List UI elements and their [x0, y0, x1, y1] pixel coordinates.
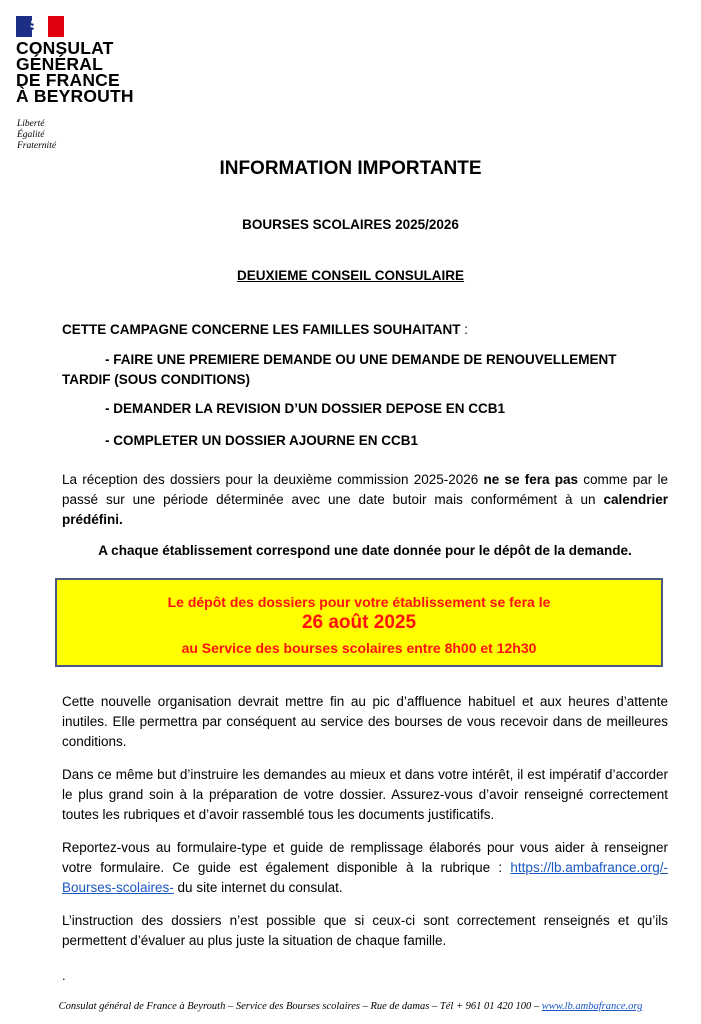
main-heading: INFORMATION IMPORTANTE [219, 158, 482, 179]
campaign-item-1 [62, 350, 668, 390]
org-line: DE FRANCE [16, 70, 120, 90]
marianne-profile-icon [26, 18, 46, 36]
guide-text-before: Reportez-vous au formulaire-type et guide de remplissage élaborés pour vous aider à renseigner votre formulaire. Ce guide est également disponible à la rubrique : [62, 840, 668, 875]
campaign-item-1-line1: - FAIRE UNE PREMIERE DEMANDE OU UNE DEMANDE DE RENOUVELLEMENT [105, 352, 617, 367]
org-line: GÉNÉRAL [16, 54, 103, 74]
deposit-line-1: Le dépôt des dossiers pour votre établissement se fera le [167, 594, 551, 610]
trailing-dot: . [62, 968, 66, 983]
reception-text-1: La réception des dossiers pour la deuxième commission 2025-2026 [62, 472, 484, 487]
footer-text: Consulat général de France à Beyrouth – Service des Bourses scolaires – Rue de damas – Tél + 961 01 420 100 – [58, 1001, 542, 1012]
consulate-name [16, 40, 156, 104]
org-line: CONSULAT [16, 38, 114, 58]
campaign-item-2: - DEMANDER LA REVISION D’UN DOSSIER DEPOSE EN CCB1 [105, 401, 506, 416]
deposit-date: 26 août 2025 [301, 612, 417, 633]
deposit-date-box [55, 578, 663, 667]
reception-text-2: comme par le passé sur une période déterminée avec une date butoir mais conformément à un [62, 472, 669, 507]
establishment-date-note: A chaque établissement correspond une date donnée pour le dépôt de la demande. [98, 543, 632, 558]
guide-text-after: du site internet du consulat. [173, 880, 343, 895]
campaign-intro-bold: CETTE CAMPAGNE CONCERNE LES FAMILLES SOUHAITANT [62, 322, 461, 337]
council-heading: DEUXIEME CONSEIL CONSULAIRE [236, 268, 465, 283]
campaign-item-3: - COMPLETER UN DOSSIER AJOURNE EN CCB1 [105, 433, 419, 448]
republic-motto [17, 119, 56, 152]
evaluation-paragraph: L’instruction des dossiers n’est possible que si ceux-ci sont correctement renseignés et qu’ils permettent d’évaluer au plus juste la situation de chaque famille. [62, 913, 668, 948]
organisation-paragraph: Cette nouvelle organisation devrait mettre fin au pic d’affluence habituel et aux heures d’attente inutiles. Elle permettra par conséquent au service des bourses de vous recevoir dans de meilleures conditions. [62, 694, 668, 749]
instruction-paragraph: Dans ce même but d’instruire les demandes au mieux et dans votre intérêt, il est impératif d’accorder le plus grand soin à la préparation de votre dossier. Assurez-vous d’avoir renseigné correctement toutes les rubriques et d’avoir rassemblé tous les documents justificatifs. [62, 767, 668, 822]
motto-liberte: Liberté [17, 119, 45, 129]
org-line: À BEYROUTH [16, 86, 134, 106]
guide-paragraph [62, 838, 668, 898]
motto-egalite: Égalité [17, 130, 45, 140]
reception-bold-2: calendrier prédéfini. [62, 492, 668, 527]
deposit-line-3: au Service des bourses scolaires entre 8h00 et 12h30 [181, 640, 537, 656]
reception-bold-1: ne se fera pas [483, 472, 579, 487]
campaign-intro-colon: : [460, 322, 469, 337]
campaign-item-1-line2: TARDIF (SOUS CONDITIONS) [62, 372, 250, 387]
campaign-intro [62, 320, 668, 340]
bourses-scolaires-link[interactable]: https://lb.ambafrance.org/-Bourses-scolaires- [62, 860, 668, 895]
reception-paragraph [62, 470, 668, 530]
page-footer [0, 1001, 701, 1012]
footer-website-link[interactable]: www.lb.ambafrance.org [541, 1001, 643, 1012]
marianne-flag-logo [16, 16, 64, 37]
sub-heading: BOURSES SCOLAIRES 2025/2026 [242, 217, 459, 232]
motto-fraternite: Fraternité [17, 141, 57, 151]
